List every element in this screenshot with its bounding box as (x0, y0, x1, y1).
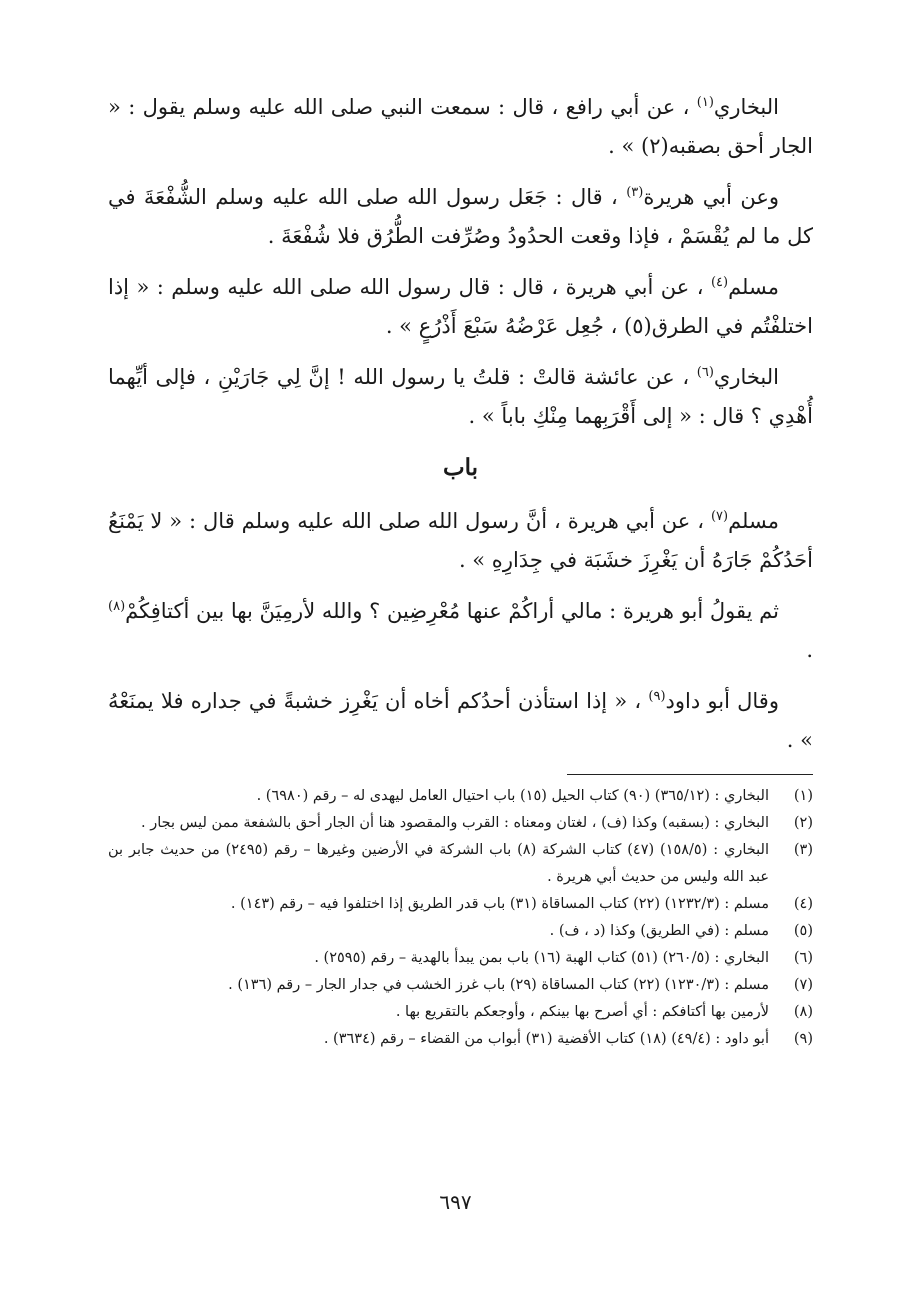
bottom-paragraphs (108, 502, 813, 760)
footnote-text: مسلم : (١٢٣٠/٣) (٢٢) كتاب المساقاة (٢٩) باب غرز الخشب في جدار الجار – رقم (١٣٦) . (228, 977, 769, 993)
footnote-ref[interactable]: (٨) (108, 599, 126, 614)
footnote-item (108, 1026, 813, 1053)
footnote-item (108, 837, 813, 891)
footnote-ref[interactable]: (٣) (626, 185, 644, 200)
footnote-text: البخاري : (بسقبه) وكذا (ف) ، لغتان ومعناه : القرب والمقصود هنا أن الجار أحق بالشفعة ممن ليس بجار . (141, 815, 769, 831)
paragraph-text: ، قال : جَعَل رسول الله صلى الله عليه وسلم الشُّفْعَةَ في كل ما لم يُقْسَمْ ، فإذا وقعت الحدُودُ وصُرِّفت الطُّرُق فلا شُفْعَةَ . (108, 185, 813, 248)
hadith-paragraph (108, 88, 813, 166)
footnote-number: (٢) (793, 815, 813, 831)
footnote-number: (٣) (793, 842, 813, 858)
section-title: باب (442, 454, 479, 481)
footnote-text: أبو داود : (٤٩/٤) (١٨) كتاب الأقضية (٣١) أبواب من القضاء – رقم (٣٦٣٤) . (323, 1031, 769, 1047)
footnote-number: (١) (793, 788, 813, 804)
top-paragraphs (108, 88, 813, 436)
hadith-paragraph (108, 178, 813, 256)
footnote-item (108, 918, 813, 945)
paragraph-lead: ثم يقولُ أبو هريرة : مالي أراكُمْ عنها مُعْرِضِين ؟ والله لأرمِيَنَّ بها بين أكتافِكُمْ (125, 599, 779, 623)
footnote-divider (567, 774, 813, 775)
footnote-item (108, 999, 813, 1026)
footnote-text: مسلم : (١٢٣٢/٣) (٢٢) كتاب المساقاة (٣١) باب قدر الطريق إذا اختلفوا فيه – رقم (١٤٣) . (230, 896, 769, 912)
hadith-paragraph (108, 592, 813, 670)
footnote-number: (٨) (793, 1004, 813, 1020)
paragraph-text: ، عن أبي هريرة ، أنَّ رسول الله صلى الله عليه وسلم قال : « لا يَمْنَعُ أحَدُكُمْ جَارَهُ أن يَغْرِزَ خشَبَة في جِدَارِهِ » . (108, 509, 813, 572)
footnote-number: (٥) (793, 923, 813, 939)
footnote-text: البخاري : (٣٦٥/١٢) (٩٠) كتاب الحيل (١٥) باب احتيال العامل ليهدى له – رقم (٦٩٨٠) . (256, 788, 769, 804)
footnote-ref[interactable]: (٧) (710, 509, 729, 524)
page-number: ٦٩٧ (439, 1190, 472, 1214)
hadith-paragraph (108, 358, 813, 436)
footnote-item (108, 810, 813, 837)
footnote-ref[interactable]: (٦) (696, 365, 714, 380)
footnote-text: البخاري : (٢٦٠/٥) (٥١) كتاب الهبة (١٦) باب بمن يبدأ بالهدية – رقم (٢٥٩٥) . (314, 950, 769, 966)
footnote-number: (٤) (793, 896, 813, 912)
footnote-ref[interactable]: (٩) (648, 689, 666, 704)
footnote-item (108, 945, 813, 972)
footnote-number: (٦) (793, 950, 813, 966)
paragraph-lead: مسلم (728, 275, 779, 299)
paragraph-lead: وقال أبو داود (665, 689, 779, 713)
footnote-item (108, 972, 813, 999)
paragraph-text: ، عن أبي رافع ، قال : سمعت النبي صلى الله عليه وسلم يقول : « الجار أحق بصقبه(٢) » . (108, 95, 813, 158)
footnotes-list (108, 783, 813, 1053)
footnote-number: (٩) (793, 1031, 813, 1047)
footnote-text: لأرمين بها أكتافكم : أي أصرح بها بينكم ، وأوجعكم بالتقريع بها . (395, 1004, 769, 1020)
hadith-paragraph (108, 502, 813, 580)
footnote-ref[interactable]: (٤) (710, 275, 729, 290)
footnote-text: مسلم : (في الطريق) وكذا (د ، ف) . (549, 923, 769, 939)
hadith-paragraph (108, 682, 813, 760)
paragraph-text: ، عن عائشة قالتْ : قلتُ يا رسول الله ! إنَّ لِي جَارَيْنِ ، فإلى أيِّهما أُهْدِي ؟ قال : « إلى أَقْرَبِهما مِنْكِ باباً » . (108, 365, 813, 428)
paragraph-lead: وعن أبي هريرة (643, 185, 779, 209)
paragraph-text: ، « إذا استأذن أحدُكم أخاه أن يَغْرِز خشبةً في جداره فلا يمنَعْهُ » . (108, 689, 813, 752)
footnote-ref[interactable]: (١) (696, 95, 714, 110)
footnote-item (108, 783, 813, 810)
footnote-item (108, 891, 813, 918)
footnote-number: (٧) (793, 977, 813, 993)
paragraph-text: ، عن أبي هريرة ، قال : قال رسول الله صلى الله عليه وسلم : « إذا اختلفْتُم في الطرق(٥) ، جُعِل عَرْضُهُ سَبْعَ أَذْرُعٍ » . (108, 275, 813, 338)
page-body (108, 88, 813, 1053)
paragraph-text: . (806, 638, 813, 662)
footnote-text: البخاري : (١٥٨/٥) (٤٧) كتاب الشركة (٨) باب الشركة في الأرضين وغيرها – رقم (٢٤٩٥) من حديث جابر بن عبد الله وليس من حديث أبي هريرة . (108, 842, 769, 885)
paragraph-lead: البخاري (713, 365, 779, 389)
paragraph-lead: مسلم (728, 509, 779, 533)
paragraph-lead: البخاري (713, 95, 779, 119)
hadith-paragraph (108, 268, 813, 346)
